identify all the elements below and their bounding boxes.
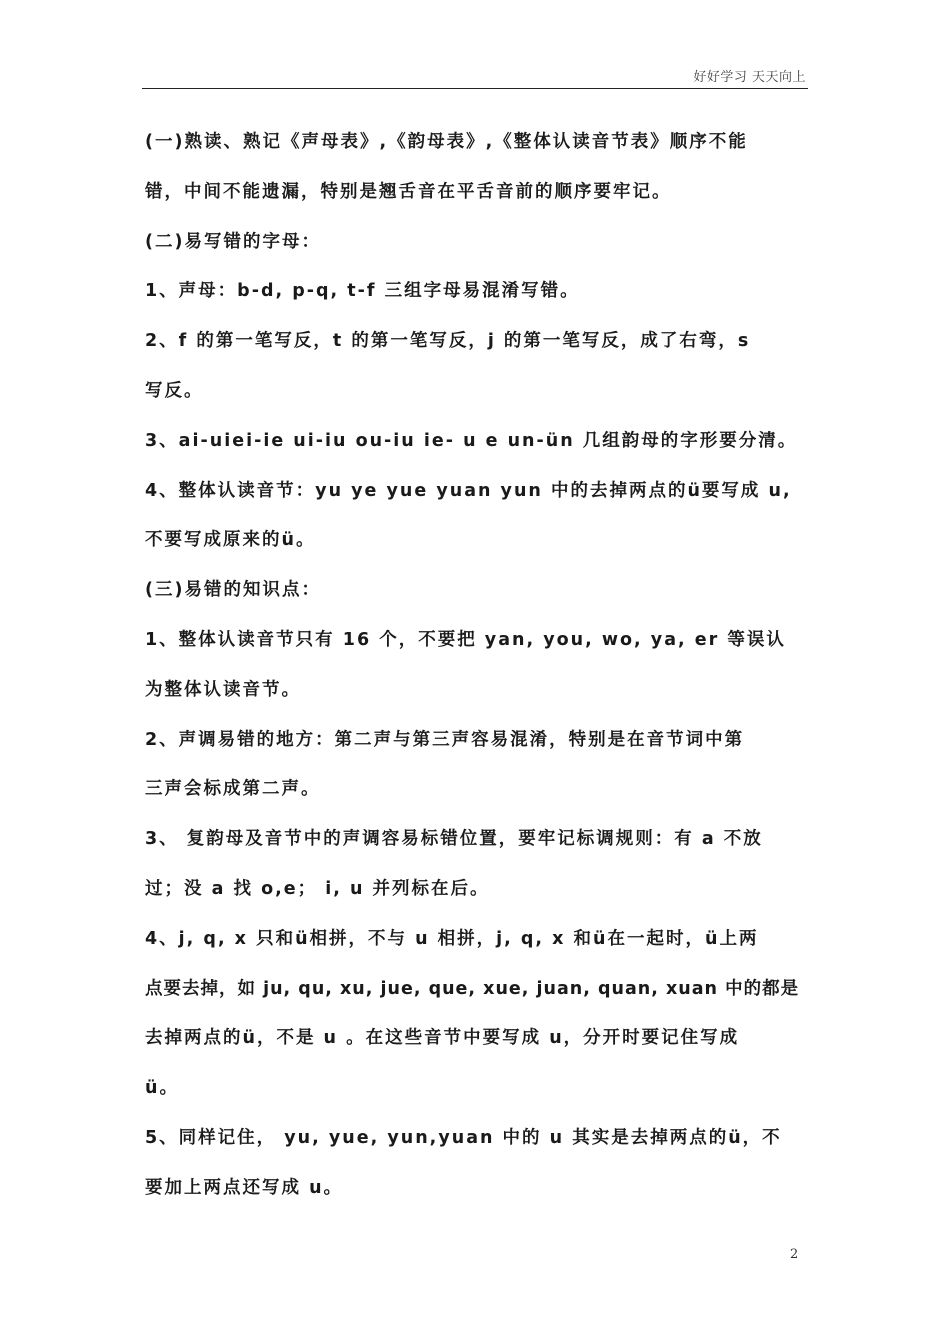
text-line: 要加上两点还写成 u。: [145, 1177, 344, 1198]
text-line: 3、 复韵母及音节中的声调容易标错位置，要牢记标调规则：有 a 不放: [145, 829, 763, 850]
text-line: (一)熟读、熟记《声母表》,《韵母表》,《整体认读音节表》顺序不能: [145, 132, 748, 152]
page-header: [142, 62, 808, 89]
text-line: 不要写成原来的ü。: [145, 530, 316, 551]
text-line: 错，中间不能遗漏，特别是翘舌音在平舌音前的顺序要牢记。: [145, 181, 672, 202]
document-body: [145, 124, 810, 1220]
text-line: 5、同样记住， yu, yue, yun,yuan 中的 u 其实是去掉两点的ü，不: [145, 1127, 782, 1148]
text-line: 写反。: [145, 380, 204, 401]
header-text: 好好学习 天天向上: [693, 70, 806, 85]
page-number: 2: [790, 1247, 799, 1262]
text-line: 去掉两点的ü，不是 u 。在这些音节中要写成 u，分开时要记住写成: [145, 1028, 740, 1049]
text-line: 1、整体认读音节只有 16 个，不要把 yan, you, wo, ya, er 等误认: [145, 629, 786, 650]
text-line: 2、f 的第一笔写反，t 的第一笔写反，j 的第一笔写反，成了右弯，s: [145, 331, 751, 352]
section-heading: (三)易错的知识点：: [145, 580, 321, 601]
text-line: 点要去掉，如 ju, qu, xu, jue, que, xue, juan, quan, xuan 中的都是: [145, 978, 800, 999]
text-line: ü。: [145, 1078, 179, 1099]
text-line: 3、ai-uiei-ie ui-iu ou-iu ie- u e un-ün 几组韵母的字形要分清。: [145, 430, 798, 451]
text-line: 过；没 a 找 o,e； i, u 并列标在后。: [145, 878, 490, 899]
text-line: 为整体认读音节。: [145, 679, 301, 700]
text-line: 2、声调易错的地方：第二声与第三声容易混淆，特别是在音节词中第: [145, 729, 745, 750]
section-heading: (二)易写错的字母：: [145, 231, 321, 252]
text-line: 4、整体认读音节：yu ye yue yuan yun 中的去掉两点的ü要写成 u,: [145, 480, 792, 501]
text-line: 三声会标成第二声。: [145, 779, 321, 800]
text-line: 4、j, q, x 只和ü相拼，不与 u 相拼，j, q, x 和ü在一起时，ü上两: [145, 928, 759, 949]
text-line: 1、声母：b-d, p-q, t-f 三组字母易混淆写错。: [145, 281, 580, 302]
